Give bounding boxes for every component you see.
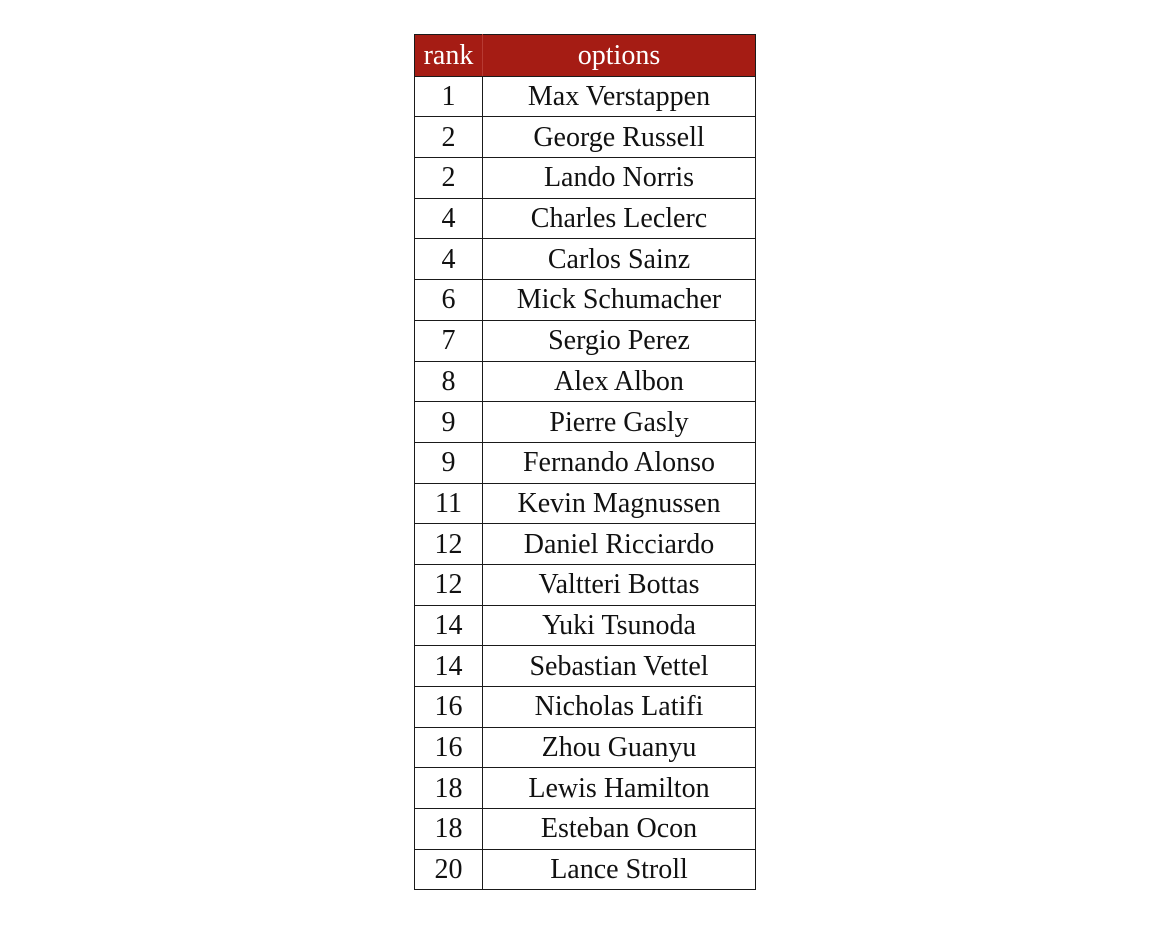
option-cell: George Russell <box>483 117 756 158</box>
table-body <box>415 76 756 890</box>
table-row <box>415 158 756 199</box>
table-header <box>415 35 756 77</box>
rank-cell: 20 <box>415 849 483 890</box>
table-row <box>415 361 756 402</box>
rank-cell: 16 <box>415 687 483 728</box>
rank-cell: 14 <box>415 646 483 687</box>
option-cell: Alex Albon <box>483 361 756 402</box>
header-row <box>415 35 756 77</box>
rank-cell: 9 <box>415 442 483 483</box>
table-row <box>415 117 756 158</box>
table-row <box>415 76 756 117</box>
option-cell: Daniel Ricciardo <box>483 524 756 565</box>
rank-cell: 16 <box>415 727 483 768</box>
table-row <box>415 646 756 687</box>
table-row <box>415 564 756 605</box>
option-cell: Sergio Perez <box>483 320 756 361</box>
rank-cell: 14 <box>415 605 483 646</box>
rank-cell: 7 <box>415 320 483 361</box>
option-cell: Esteban Ocon <box>483 809 756 850</box>
table-row <box>415 280 756 321</box>
table-row <box>415 239 756 280</box>
option-cell: Fernando Alonso <box>483 442 756 483</box>
option-cell: Lance Stroll <box>483 849 756 890</box>
option-cell: Lando Norris <box>483 158 756 199</box>
rank-cell: 6 <box>415 280 483 321</box>
options-column-header: options <box>483 35 756 77</box>
table-row <box>415 605 756 646</box>
option-cell: Max Verstappen <box>483 76 756 117</box>
rank-cell: 8 <box>415 361 483 402</box>
table-row <box>415 442 756 483</box>
table-row <box>415 320 756 361</box>
option-cell: Lewis Hamilton <box>483 768 756 809</box>
rank-cell: 4 <box>415 239 483 280</box>
rank-cell: 2 <box>415 117 483 158</box>
table-row <box>415 524 756 565</box>
rank-cell: 1 <box>415 76 483 117</box>
table-row <box>415 198 756 239</box>
table-row <box>415 768 756 809</box>
option-cell: Pierre Gasly <box>483 402 756 443</box>
rank-cell: 11 <box>415 483 483 524</box>
rank-cell: 18 <box>415 809 483 850</box>
rank-cell: 9 <box>415 402 483 443</box>
rank-cell: 2 <box>415 158 483 199</box>
option-cell: Carlos Sainz <box>483 239 756 280</box>
option-cell: Nicholas Latifi <box>483 687 756 728</box>
ranking-table <box>414 34 756 890</box>
table-row <box>415 809 756 850</box>
rank-cell: 12 <box>415 564 483 605</box>
option-cell: Yuki Tsunoda <box>483 605 756 646</box>
option-cell: Charles Leclerc <box>483 198 756 239</box>
rank-column-header: rank <box>415 35 483 77</box>
option-cell: Kevin Magnussen <box>483 483 756 524</box>
table-row <box>415 727 756 768</box>
rank-cell: 4 <box>415 198 483 239</box>
option-cell: Mick Schumacher <box>483 280 756 321</box>
option-cell: Valtteri Bottas <box>483 564 756 605</box>
table-row <box>415 402 756 443</box>
table-row <box>415 687 756 728</box>
option-cell: Sebastian Vettel <box>483 646 756 687</box>
option-cell: Zhou Guanyu <box>483 727 756 768</box>
rank-cell: 12 <box>415 524 483 565</box>
rank-cell: 18 <box>415 768 483 809</box>
table-row <box>415 849 756 890</box>
table-row <box>415 483 756 524</box>
